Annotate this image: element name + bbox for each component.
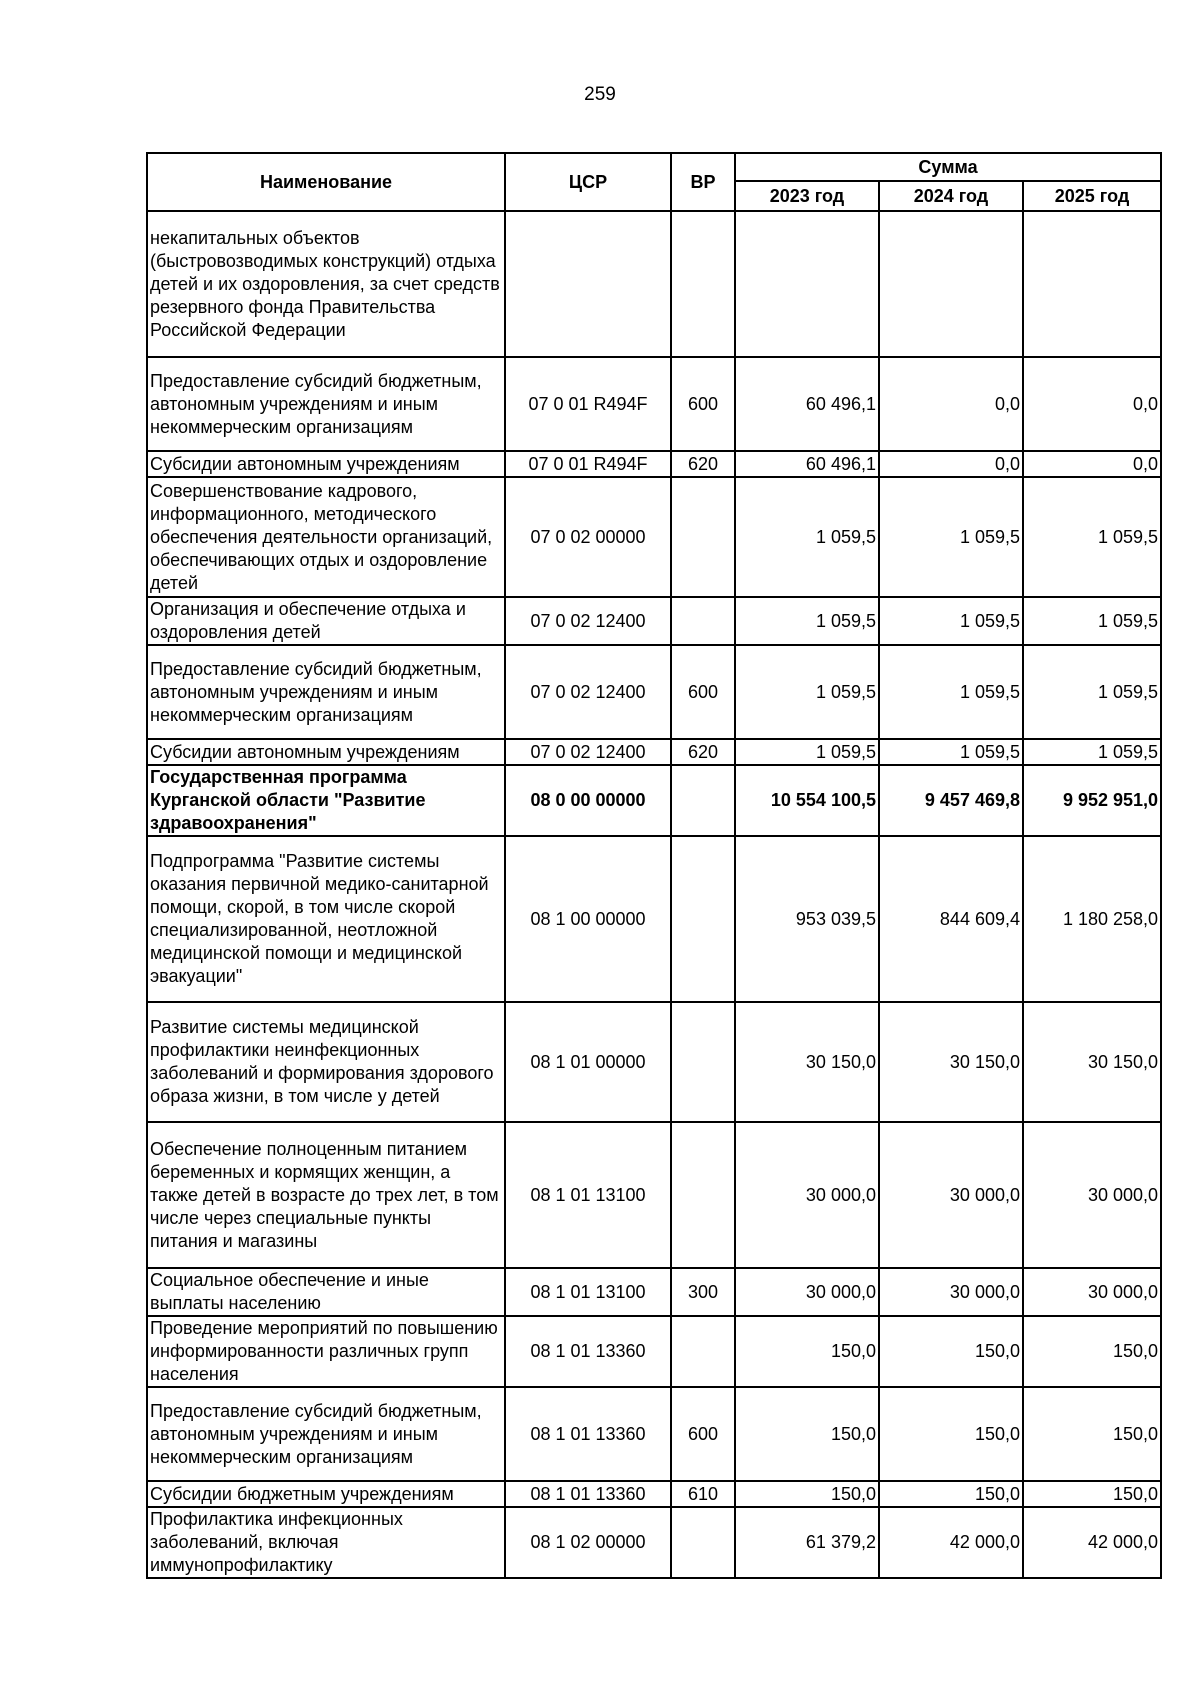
value-2024-cell: 150,0 [879, 1316, 1023, 1387]
value-2025-cell: 42 000,0 [1023, 1507, 1161, 1578]
value-2024-cell [879, 211, 1023, 357]
value-2023-cell: 30 000,0 [735, 1268, 879, 1316]
value-2024-cell: 30 000,0 [879, 1268, 1023, 1316]
csr-cell: 08 1 01 13100 [505, 1268, 671, 1316]
csr-cell: 08 1 01 13360 [505, 1387, 671, 1481]
table-row [147, 645, 1161, 739]
value-2025-cell: 150,0 [1023, 1481, 1161, 1507]
value-2025-cell: 0,0 [1023, 451, 1161, 477]
vr-cell [671, 836, 735, 1002]
table-row [147, 1316, 1161, 1387]
header-2025: 2025 год [1023, 181, 1161, 211]
value-2024-cell: 0,0 [879, 357, 1023, 451]
vr-cell: 600 [671, 645, 735, 739]
header-sum: Сумма [735, 153, 1161, 181]
vr-cell [671, 211, 735, 357]
vr-cell [671, 1122, 735, 1268]
header-name: Наименование [147, 153, 505, 211]
name-cell: Организация и обеспечение отдыха и оздоровления детей [147, 597, 505, 645]
csr-cell: 08 1 01 13100 [505, 1122, 671, 1268]
header-vr: ВР [671, 153, 735, 211]
value-2024-cell: 9 457 469,8 [879, 765, 1023, 836]
value-2025-cell [1023, 211, 1161, 357]
vr-cell [671, 1316, 735, 1387]
page-number: 259 [584, 84, 616, 105]
value-2023-cell: 1 059,5 [735, 645, 879, 739]
header-2023: 2023 год [735, 181, 879, 211]
value-2023-cell: 1 059,5 [735, 597, 879, 645]
table-row [147, 1122, 1161, 1268]
name-cell: Субсидии автономным учреждениям [147, 451, 505, 477]
csr-cell: 07 0 01 R494F [505, 357, 671, 451]
value-2023-cell: 60 496,1 [735, 451, 879, 477]
value-2023-cell: 30 150,0 [735, 1002, 879, 1122]
value-2023-cell: 30 000,0 [735, 1122, 879, 1268]
value-2025-cell: 1 059,5 [1023, 645, 1161, 739]
vr-cell [671, 1507, 735, 1578]
vr-cell [671, 1002, 735, 1122]
value-2023-cell: 60 496,1 [735, 357, 879, 451]
table-row [147, 1268, 1161, 1316]
value-2024-cell: 1 059,5 [879, 739, 1023, 765]
table-row [147, 597, 1161, 645]
value-2024-cell: 150,0 [879, 1481, 1023, 1507]
value-2024-cell: 1 059,5 [879, 597, 1023, 645]
value-2023-cell: 150,0 [735, 1316, 879, 1387]
csr-cell: 07 0 02 12400 [505, 645, 671, 739]
value-2025-cell: 0,0 [1023, 357, 1161, 451]
table-row [147, 357, 1161, 451]
table-row [147, 739, 1161, 765]
name-cell: Подпрограмма "Развитие системы оказания первичной медико-санитарной помощи, скорой, в том числе скорой специализированной, неотложной медицинской помощи и медицинской эвакуации" [147, 836, 505, 1002]
header-csr: ЦСР [505, 153, 671, 211]
value-2024-cell: 1 059,5 [879, 477, 1023, 597]
value-2024-cell: 30 150,0 [879, 1002, 1023, 1122]
name-cell: Государственная программа Курганской области "Развитие здравоохранения" [147, 765, 505, 836]
value-2025-cell: 1 180 258,0 [1023, 836, 1161, 1002]
table-row [147, 211, 1161, 357]
budget-table [146, 152, 1162, 1579]
value-2025-cell: 30 150,0 [1023, 1002, 1161, 1122]
vr-cell [671, 765, 735, 836]
csr-cell: 08 0 00 00000 [505, 765, 671, 836]
name-cell: Обеспечение полноценным питанием беременных и кормящих женщин, а также детей в возрасте до трех лет, в том числе через специальные пункты питания и магазины [147, 1122, 505, 1268]
value-2025-cell: 1 059,5 [1023, 597, 1161, 645]
name-cell: Развитие системы медицинской профилактики неинфекционных заболеваний и формирования здорового образа жизни, в том числе у детей [147, 1002, 505, 1122]
value-2024-cell: 1 059,5 [879, 645, 1023, 739]
name-cell: Совершенствование кадрового, информационного, методического обеспечения деятельности организаций, обеспечивающих отдых и оздоровление детей [147, 477, 505, 597]
vr-cell [671, 477, 735, 597]
table-body [147, 211, 1161, 1578]
csr-cell: 07 0 02 12400 [505, 739, 671, 765]
name-cell: Предоставление субсидий бюджетным, автономным учреждениям и иным некоммерческим организациям [147, 1387, 505, 1481]
value-2023-cell: 1 059,5 [735, 477, 879, 597]
value-2025-cell: 30 000,0 [1023, 1122, 1161, 1268]
name-cell: Предоставление субсидий бюджетным, автономным учреждениям и иным некоммерческим организациям [147, 357, 505, 451]
value-2023-cell: 1 059,5 [735, 739, 879, 765]
value-2023-cell: 61 379,2 [735, 1507, 879, 1578]
value-2023-cell: 10 554 100,5 [735, 765, 879, 836]
value-2024-cell: 30 000,0 [879, 1122, 1023, 1268]
csr-cell: 08 1 01 13360 [505, 1316, 671, 1387]
vr-cell: 300 [671, 1268, 735, 1316]
name-cell: Профилактика инфекционных заболеваний, включая иммунопрофилактику [147, 1507, 505, 1578]
table-row [147, 836, 1161, 1002]
value-2025-cell: 30 000,0 [1023, 1268, 1161, 1316]
value-2023-cell: 150,0 [735, 1387, 879, 1481]
vr-cell: 620 [671, 739, 735, 765]
value-2023-cell [735, 211, 879, 357]
vr-cell: 620 [671, 451, 735, 477]
csr-cell [505, 211, 671, 357]
name-cell: Субсидии бюджетным учреждениям [147, 1481, 505, 1507]
name-cell: некапитальных объектов (быстровозводимых конструкций) отдыха детей и их оздоровления, за счет средств резервного фонда Правительства Российской Федерации [147, 211, 505, 357]
table-row [147, 1387, 1161, 1481]
name-cell: Предоставление субсидий бюджетным, автономным учреждениям и иным некоммерческим организациям [147, 645, 505, 739]
csr-cell: 08 1 01 13360 [505, 1481, 671, 1507]
value-2025-cell: 1 059,5 [1023, 477, 1161, 597]
table-row [147, 1481, 1161, 1507]
value-2023-cell: 150,0 [735, 1481, 879, 1507]
csr-cell: 08 1 00 00000 [505, 836, 671, 1002]
name-cell: Проведение мероприятий по повышению информированности различных групп населения [147, 1316, 505, 1387]
value-2025-cell: 1 059,5 [1023, 739, 1161, 765]
name-cell: Субсидии автономным учреждениям [147, 739, 505, 765]
value-2024-cell: 150,0 [879, 1387, 1023, 1481]
table-row [147, 765, 1161, 836]
table-row [147, 477, 1161, 597]
vr-cell: 600 [671, 1387, 735, 1481]
table-row [147, 1507, 1161, 1578]
header-2024: 2024 год [879, 181, 1023, 211]
name-cell: Социальное обеспечение и иные выплаты населению [147, 1268, 505, 1316]
vr-cell: 600 [671, 357, 735, 451]
table-row [147, 451, 1161, 477]
csr-cell: 08 1 02 00000 [505, 1507, 671, 1578]
csr-cell: 07 0 02 00000 [505, 477, 671, 597]
value-2024-cell: 0,0 [879, 451, 1023, 477]
vr-cell [671, 597, 735, 645]
csr-cell: 08 1 01 00000 [505, 1002, 671, 1122]
value-2024-cell: 844 609,4 [879, 836, 1023, 1002]
value-2025-cell: 150,0 [1023, 1316, 1161, 1387]
csr-cell: 07 0 01 R494F [505, 451, 671, 477]
vr-cell: 610 [671, 1481, 735, 1507]
value-2025-cell: 150,0 [1023, 1387, 1161, 1481]
value-2023-cell: 953 039,5 [735, 836, 879, 1002]
value-2024-cell: 42 000,0 [879, 1507, 1023, 1578]
table-row [147, 1002, 1161, 1122]
value-2025-cell: 9 952 951,0 [1023, 765, 1161, 836]
csr-cell: 07 0 02 12400 [505, 597, 671, 645]
